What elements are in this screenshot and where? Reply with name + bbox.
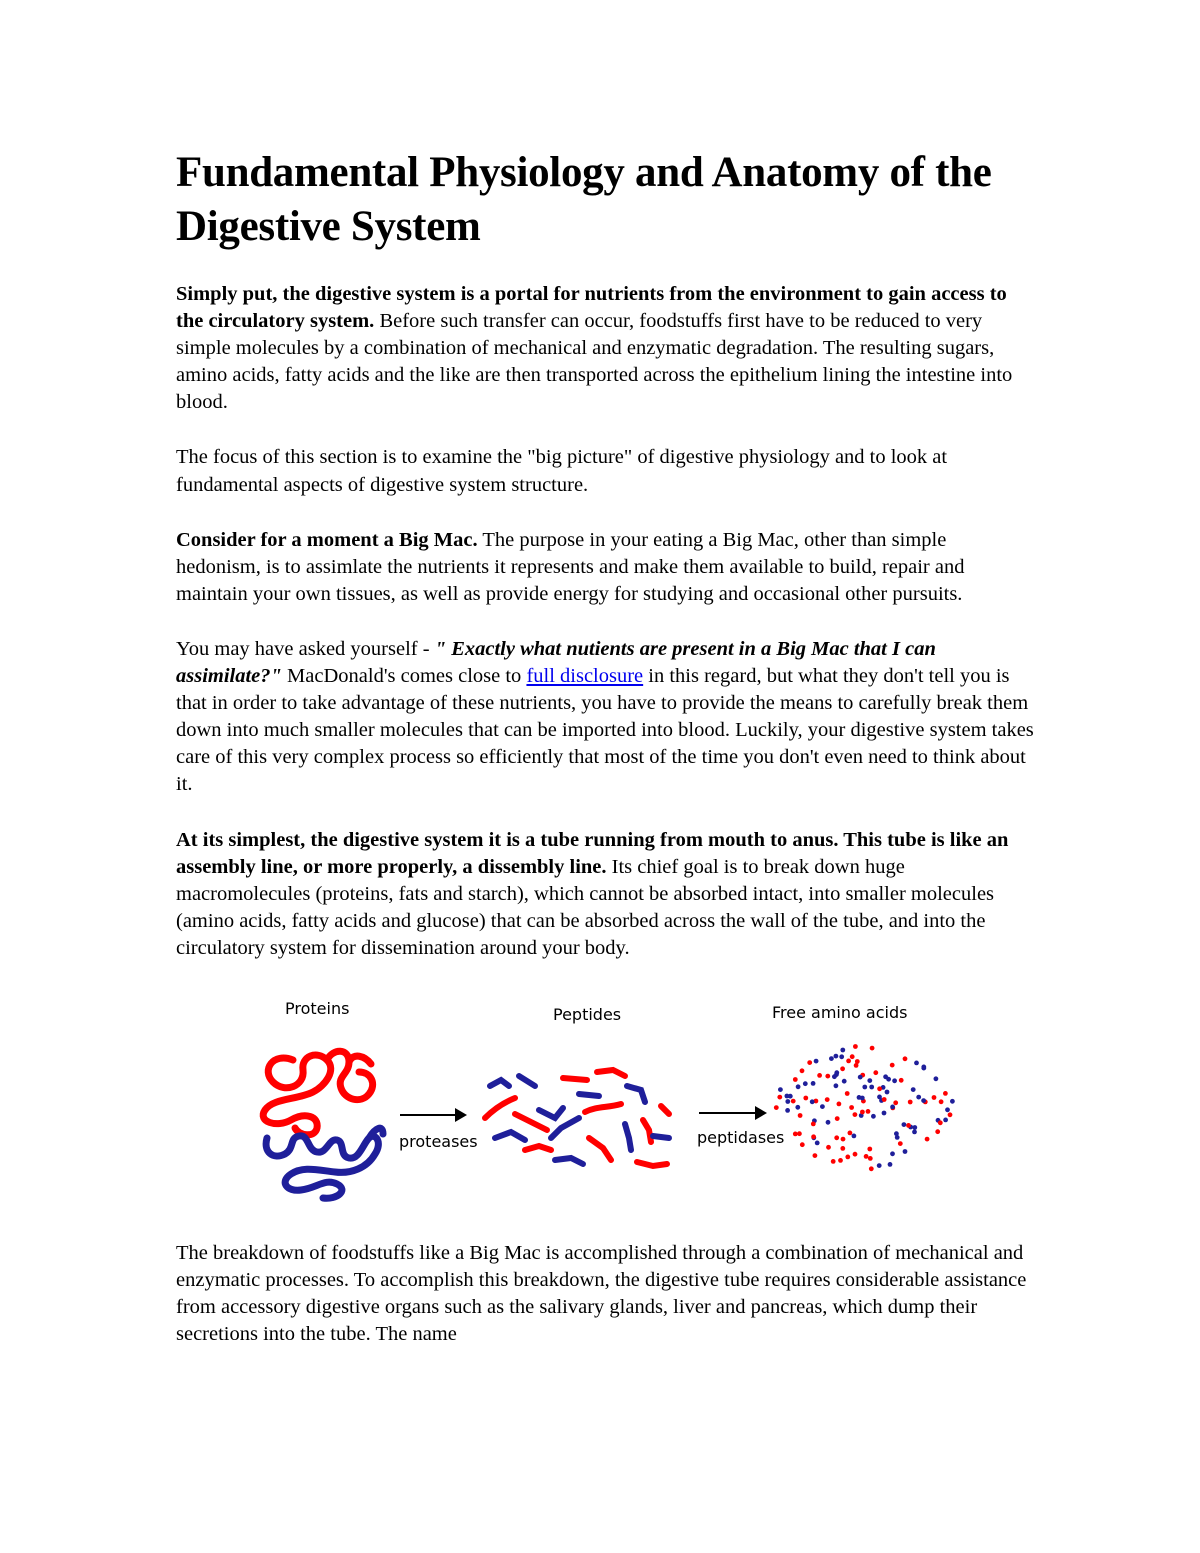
label-proteins: Proteins — [285, 998, 350, 1018]
page-title: Fundamental Physiology and Anatomy of the Digestive System — [176, 149, 992, 250]
amino-acid-dot — [902, 1122, 907, 1127]
tube-text: Its chief goal is to break down huge macromolecules (proteins, fats and starch), which cannot be absorbed intact, into smaller molecules (amino acids, fatty acids and glucose) that can be absorbed across the wall of the tube, and into the circulatory system for dissemination around your body. — [176, 855, 995, 959]
intro-bold: Simply put, the digestive system is a portal for nutrients from the environment to gain access to the circulatory system. — [176, 283, 1007, 333]
amino-acid-dot — [882, 1111, 887, 1116]
amino-acid-dot — [813, 1153, 818, 1158]
amino-acid-dot — [853, 1044, 858, 1049]
amino-acid-dot — [860, 1110, 865, 1115]
peptide-blue-8 — [627, 1086, 645, 1102]
amino-acid-dot — [860, 1096, 865, 1101]
amino-acid-dot — [840, 1048, 845, 1053]
label-proteases: proteases — [399, 1131, 478, 1151]
amino-acid-dot — [894, 1131, 899, 1136]
digestion-figure — [233, 990, 973, 1210]
paragraph-breakdown: The breakdown of foodstuffs like a Big Mac is accomplished through a combination of mechanical and enzymatic processes. To accomplish this breakdown, the digestive tube requires considerable assistance from accessory digestive organs such as the salivary glands, liver and pancreas, which dump their secretions into the tube. The name — [176, 1241, 1027, 1346]
amino-acid-dot — [803, 1081, 808, 1086]
amino-acid-dot — [867, 1147, 872, 1152]
amino-acid-dot — [793, 1077, 798, 1082]
amino-acid-dot — [811, 1134, 816, 1139]
amino-acid-dot — [869, 1166, 874, 1171]
amino-acid-dot — [820, 1104, 825, 1109]
amino-acid-dot — [893, 1100, 898, 1105]
peptide-red-8 — [643, 1120, 651, 1142]
amino-acid-dot — [890, 1104, 895, 1109]
amino-acid-dot — [785, 1099, 790, 1104]
peptide-red-3 — [525, 1146, 551, 1150]
amino-acid-dot — [817, 1073, 822, 1078]
peptide-red-5 — [585, 1104, 621, 1112]
amino-acid-dot — [890, 1151, 895, 1156]
amino-acid-dot — [912, 1125, 917, 1130]
amino-acid-dot — [921, 1098, 926, 1103]
big-mac-text: The purpose in your eating a Big Mac, other than simple hedonism, is to assimlate the nutrients it represents and make them available to build, repair and maintain your own tissues, as well as provide energy for studying and occasional other pursuits. — [176, 528, 965, 605]
amino-acid-dot — [848, 1130, 853, 1135]
amino-acid-dot — [793, 1131, 798, 1136]
amino-acid-dot — [908, 1100, 913, 1105]
amino-acid-dot — [854, 1063, 859, 1068]
peptide-blue-6 — [579, 1094, 599, 1096]
paragraph-nutrients — [176, 636, 1036, 799]
amino-acid-dot — [849, 1105, 854, 1110]
amino-acid-dot — [862, 1085, 867, 1090]
amino-acid-dot — [899, 1078, 904, 1083]
peptide-blue-9 — [625, 1124, 631, 1150]
peptide-blue-2 — [495, 1132, 525, 1140]
amino-acid-dot — [834, 1135, 839, 1140]
document-page — [176, 146, 1036, 1348]
amino-acid-dot — [934, 1076, 939, 1081]
amino-acid-dot — [778, 1087, 783, 1092]
amino-acid-dot — [834, 1083, 839, 1088]
amino-acid-dot — [911, 1087, 916, 1092]
amino-acid-dot — [826, 1145, 831, 1150]
amino-acid-dot — [903, 1149, 908, 1154]
amino-acid-dot — [925, 1137, 930, 1142]
amino-acid-dot — [864, 1154, 869, 1159]
amino-acid-dot — [788, 1094, 793, 1099]
amino-acid-dot — [935, 1129, 940, 1134]
amino-acid-dot — [796, 1084, 801, 1089]
amino-acid-dot — [845, 1091, 850, 1096]
amino-acid-dot — [883, 1074, 888, 1079]
amino-acid-dot — [867, 1078, 872, 1083]
amino-acid-dot — [853, 1152, 858, 1157]
free-amino-acid-dots — [774, 1044, 955, 1171]
paragraph-intro — [176, 281, 1036, 416]
amino-acid-dot — [842, 1079, 847, 1084]
amino-acid-dot — [850, 1054, 855, 1059]
amino-acid-dot — [945, 1107, 950, 1112]
protein-chain-red — [263, 1051, 372, 1135]
amino-acid-dot — [885, 1090, 890, 1095]
amino-acid-dot — [882, 1097, 887, 1102]
arrow-peptidases — [697, 1106, 784, 1147]
peptide-blue-10 — [653, 1136, 669, 1138]
amino-acid-dot — [777, 1095, 782, 1100]
amino-acid-dot — [877, 1163, 882, 1168]
amino-acid-dot — [903, 1056, 908, 1061]
amino-acid-dot — [869, 1085, 874, 1090]
peptide-blue-1 — [490, 1080, 509, 1086]
peptide-blue-3 — [519, 1076, 535, 1086]
amino-acid-dot — [916, 1095, 921, 1100]
amino-acid-dot — [838, 1158, 843, 1163]
paragraph-tube — [176, 827, 1036, 962]
amino-acid-dot — [852, 1133, 857, 1138]
amino-acid-dot — [888, 1162, 893, 1167]
amino-acid-dot — [811, 1121, 816, 1126]
amino-acid-dot — [853, 1112, 858, 1117]
protein-chain-blue — [266, 1128, 383, 1198]
peptide-red-2 — [515, 1114, 547, 1130]
amino-acid-dot — [948, 1112, 953, 1117]
amino-acid-dot — [943, 1117, 948, 1122]
amino-acid-dot — [840, 1146, 845, 1151]
amino-acid-dot — [829, 1056, 834, 1061]
nutrients-quote: " Exactly what nutients are present in a Big Mac that I can assimilate?" — [176, 637, 936, 688]
amino-acid-dot — [791, 1099, 796, 1104]
amino-acid-dot — [871, 1114, 876, 1119]
amino-acid-dot — [839, 1054, 844, 1059]
amino-acid-dot — [785, 1108, 790, 1113]
peptide-red-4 — [563, 1078, 587, 1080]
amino-acid-dot — [921, 1066, 926, 1071]
intro-text: Before such transfer can occur, foodstuffs first have to be reduced to very simple molecules by a combination of mechanical and enzymatic degradation. The resulting sugars, amino acids, fatty acids and the like are then transported across the epithelium lining the intestine into blood. — [176, 310, 1013, 414]
amino-acid-dot — [840, 1066, 845, 1071]
peptide-red-7 — [597, 1070, 625, 1076]
amino-acid-dot — [798, 1113, 803, 1118]
amino-acid-dot — [831, 1159, 836, 1164]
peptide-blue-7 — [555, 1158, 583, 1164]
arrow-proteases — [399, 1108, 478, 1151]
amino-acid-dot — [826, 1120, 831, 1125]
amino-acid-dot — [845, 1154, 850, 1159]
amino-acid-dot — [807, 1060, 812, 1065]
amino-acid-dot — [797, 1131, 802, 1136]
amino-acid-dot — [834, 1054, 839, 1059]
amino-acid-dot — [932, 1095, 937, 1100]
amino-acid-dot — [906, 1123, 911, 1128]
nutrients-rest: in this regard, but what they don't tell you is that in order to take advantage of these nutrients, you have to provide the means to carefully break them down into much smaller molecules that can be imported into blood. Luckily, your digestive system takes care of this very complex process so efficiently that most of the time you don't even need to think about it. — [176, 665, 1034, 796]
amino-acid-dot — [841, 1137, 846, 1142]
peptide-red-10 — [661, 1106, 669, 1114]
amino-acid-dot — [825, 1097, 830, 1102]
amino-acid-dot — [800, 1142, 805, 1147]
amino-acid-dot — [873, 1070, 878, 1075]
peptide-red-9 — [637, 1162, 667, 1166]
protein-chains — [263, 1051, 383, 1198]
paragraph-big-mac — [176, 527, 1036, 608]
amino-acid-dot — [810, 1099, 815, 1104]
nutrients-lead: You may have asked yourself - — [176, 637, 435, 660]
amino-acid-dot — [877, 1086, 882, 1091]
amino-acid-dot — [939, 1099, 944, 1104]
peptide-fragments — [485, 1070, 669, 1166]
paragraph-focus: The focus of this section is to examine the "big picture" of digestive physiology and to look at fundamental aspects of digestive system structure. — [176, 446, 948, 496]
amino-acid-dot — [803, 1096, 808, 1101]
digestion-diagram — [233, 990, 973, 1210]
label-peptidases: peptidases — [697, 1127, 785, 1147]
label-peptides: Peptides — [553, 1004, 622, 1024]
amino-acid-dot — [774, 1105, 779, 1110]
amino-acid-dot — [890, 1063, 895, 1068]
amino-acid-dot — [950, 1099, 955, 1104]
amino-acid-dot — [837, 1101, 842, 1106]
big-mac-bold: Consider for a moment a Big Mac. — [176, 528, 478, 551]
amino-acid-dot — [846, 1058, 851, 1063]
amino-acid-dot — [832, 1074, 837, 1079]
amino-acid-dot — [835, 1116, 840, 1121]
amino-acid-dot — [811, 1081, 816, 1086]
amino-acid-dot — [814, 1059, 819, 1064]
peptide-blue-4 — [539, 1108, 563, 1118]
amino-acid-dot — [898, 1141, 903, 1146]
amino-acid-dot — [795, 1105, 800, 1110]
amino-acid-dot — [800, 1068, 805, 1073]
amino-acid-dot — [938, 1120, 943, 1125]
amino-acid-dot — [815, 1140, 820, 1145]
amino-acid-dot — [868, 1156, 873, 1161]
amino-acid-dot — [914, 1060, 919, 1065]
full-disclosure-link[interactable]: full disclosure — [526, 665, 644, 688]
amino-acid-dot — [870, 1046, 875, 1051]
label-free-amino-acids: Free amino acids — [772, 1002, 908, 1022]
nutrients-mid: MacDonald's comes close to — [281, 665, 527, 688]
amino-acid-dot — [858, 1075, 863, 1080]
tube-bold: At its simplest, the digestive system it is a tube running from mouth to anus. This tube is like an assembly line, or more properly, a dissembly line. — [176, 828, 1009, 878]
amino-acid-dot — [866, 1109, 871, 1114]
peptide-red-1 — [485, 1098, 515, 1118]
amino-acid-dot — [943, 1091, 948, 1096]
amino-acid-dot — [892, 1078, 897, 1083]
amino-acid-dot — [912, 1129, 917, 1134]
peptide-red-6 — [589, 1138, 611, 1160]
amino-acid-dot — [825, 1074, 830, 1079]
